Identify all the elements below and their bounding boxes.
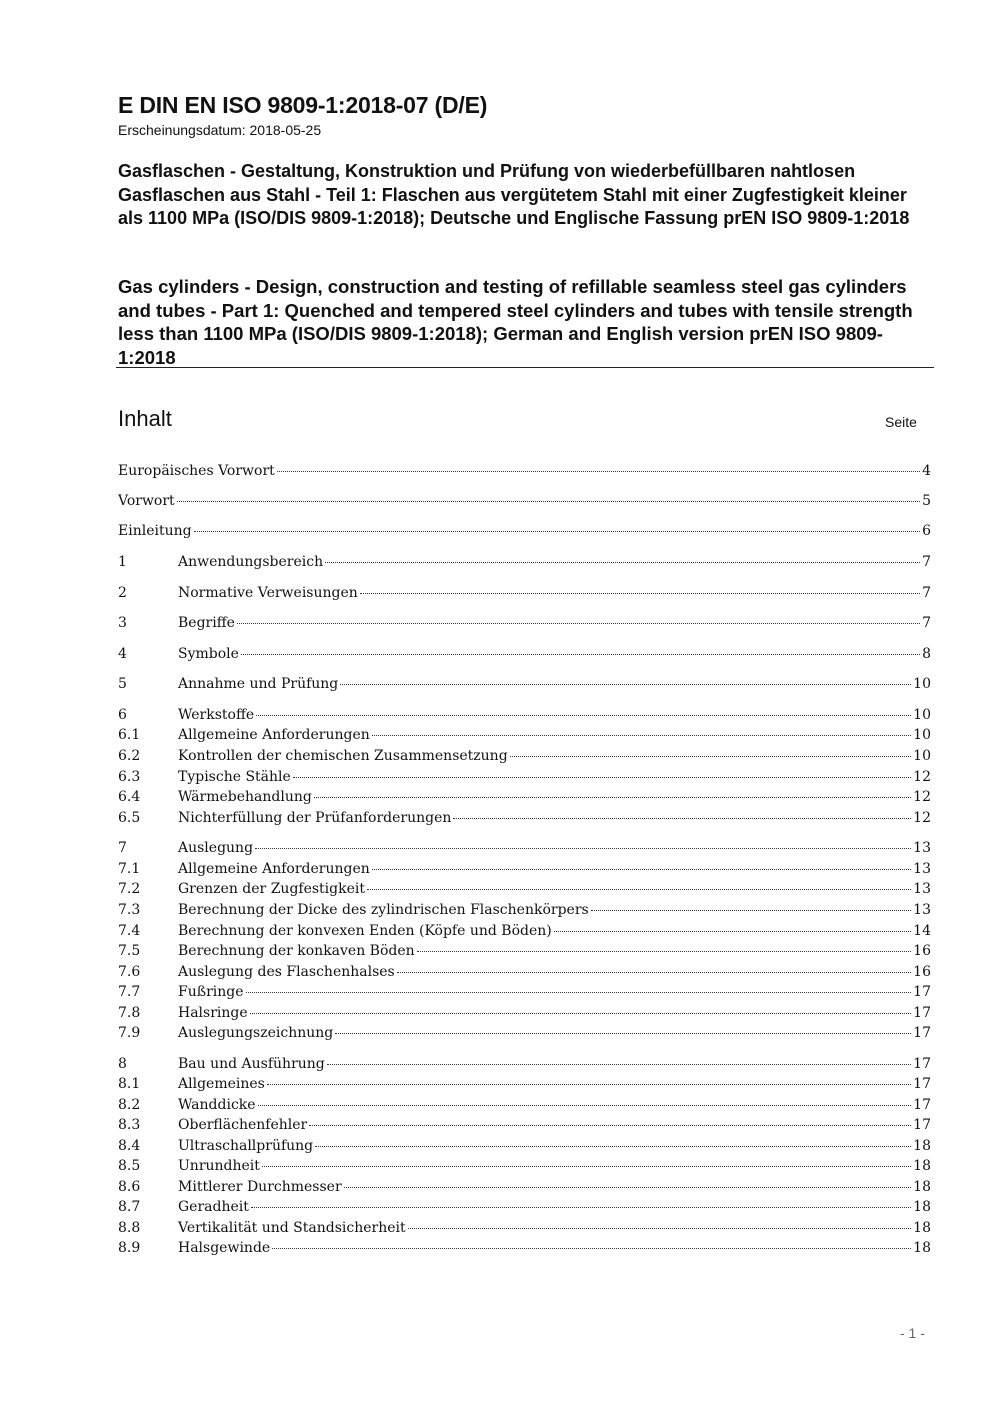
toc-entry-page: 5 [922,493,931,509]
toc-entry-label: Halsringe [178,1005,248,1021]
toc-entry-number: 4 [118,646,127,662]
toc-entry-number: 8.3 [118,1117,141,1133]
toc-entry-page: 4 [922,463,931,479]
toc-entry[interactable] [118,769,931,789]
toc-dot-leader [453,818,911,819]
toc-entry-label: Auslegung [178,840,254,856]
toc-dot-leader [256,715,911,716]
toc-entry-page: 17 [913,1117,931,1133]
toc-entry-label: Bau und Ausführung [178,1056,325,1072]
toc-entry-number: 2 [118,585,127,601]
toc-entry-number: 6 [118,707,127,723]
toc-entry-page: 18 [913,1158,931,1174]
toc-entry-label: Grenzen der Zugfestigkeit [178,881,365,897]
toc-entry-label: Berechnung der konkaven Böden [178,943,415,959]
toc-entry-label: Kontrollen der chemischen Zusammensetzung [178,748,508,764]
toc-entry-page: 16 [913,943,931,959]
toc-entry-number: 7.4 [118,923,141,939]
toc-entry-label: Allgemeines [178,1076,265,1092]
toc-entry-label: Typische Stähle [178,769,291,785]
toc-entry-label: Normative Verweisungen [178,585,358,601]
toc-dot-leader [267,1084,911,1085]
toc-entry[interactable] [118,1220,931,1240]
toc-entry[interactable] [118,881,931,901]
toc-entry-number: 7.7 [118,984,141,1000]
toc-dot-leader [372,735,911,736]
toc-dot-leader [327,1064,911,1065]
toc-entry-number: 7.3 [118,902,141,918]
toc-entry[interactable] [118,523,931,543]
toc-entry-number: 7.8 [118,1005,141,1021]
toc-entry-label: Allgemeine Anforderungen [178,861,370,877]
toc-dot-leader [315,1146,911,1147]
toc-entry-label: Vertikalität und Standsicherheit [178,1220,406,1236]
toc-entry-label: Berechnung der konvexen Enden (Köpfe und Böden) [178,923,552,939]
toc-entry[interactable] [118,493,931,513]
toc-entry[interactable] [118,1097,931,1117]
toc-entry-label: Geradheit [178,1199,249,1215]
toc-entry-number: 6.1 [118,727,141,743]
toc-dot-leader [397,972,911,973]
toc-dot-leader [309,1125,911,1126]
toc-entry[interactable] [118,1240,931,1260]
toc-dot-leader [262,1166,911,1167]
toc-entry-number: 6.3 [118,769,141,785]
toc-entry-label: Symbole [178,646,239,662]
toc-entry[interactable] [118,1025,931,1045]
toc-entry[interactable] [118,984,931,1004]
toc-entry-number: 7.1 [118,861,141,877]
toc-entry-page: 10 [913,727,931,743]
publication-date: Erscheinungsdatum: 2018-05-25 [118,122,322,138]
toc-entry-label: Fußringe [178,984,244,1000]
toc-dot-leader [194,531,921,532]
toc-dot-leader [417,951,912,952]
toc-entry[interactable] [118,554,931,574]
toc-entry[interactable] [118,1158,931,1178]
toc-entry-number: 7.6 [118,964,141,980]
toc-entry-page: 10 [913,748,931,764]
toc-entry-number: 6.5 [118,810,141,826]
toc-entry-number: 1 [118,554,127,570]
toc-entry-page: 17 [913,1005,931,1021]
toc-entry-number: 6.4 [118,789,141,805]
toc-entry-number: 8.6 [118,1179,141,1195]
toc-entry-page: 10 [913,707,931,723]
toc-entry-number: 8 [118,1056,127,1072]
toc-entry[interactable] [118,615,931,635]
toc-entry[interactable] [118,463,931,483]
toc-entry[interactable] [118,585,931,605]
toc-entry-number: 8.5 [118,1158,141,1174]
toc-dot-leader [177,501,920,502]
toc-dot-leader [325,562,920,563]
toc-entry-number: 8.1 [118,1076,141,1092]
toc-entry-number: 7 [118,840,127,856]
document-id: E DIN EN ISO 9809-1:2018-07 (D/E) [118,92,488,118]
toc-dot-leader [360,593,920,594]
toc-entry-label: Begriffe [178,615,235,631]
toc-entry-page: 17 [913,1056,931,1072]
toc-entry-page: 12 [913,810,931,826]
toc-dot-leader [272,1248,911,1249]
toc-entry[interactable] [118,1117,931,1137]
toc-entry[interactable] [118,789,931,809]
toc-entry[interactable] [118,676,931,696]
toc-entry[interactable] [118,964,931,984]
toc-entry-label: Allgemeine Anforderungen [178,727,370,743]
title-german: Gasflaschen - Gestaltung, Konstruktion und Prüfung von wiederbefüllbaren nahtlosen Gasflaschen aus Stahl - Teil 1: Flaschen aus vergütetem Stahl mit einer Zugfestigkeit kleiner als 1100 MPa (ISO/DIS 9809-1:2018); Deutsche und Englische Fassung prEN ISO 9809-1:2018 [118,161,910,228]
toc-entry[interactable] [118,646,931,666]
toc-dot-leader [591,910,911,911]
toc-entry[interactable] [118,707,931,727]
toc-entry-label: Einleitung [118,523,192,539]
toc-entry-label: Anwendungsbereich [178,554,324,570]
toc-entry[interactable] [118,1076,931,1096]
toc-entry[interactable] [118,1138,931,1158]
toc-entry-label: Berechnung der Dicke des zylindrischen Flaschenkörpers [178,902,589,918]
toc-entry-page: 6 [922,523,931,539]
header-divider [116,367,934,368]
toc-entry[interactable] [118,902,931,922]
toc-entry-label: Mittlerer Durchmesser [178,1179,342,1195]
toc-dot-leader [372,869,911,870]
toc-dot-leader [344,1187,912,1188]
toc-entry-number: 3 [118,615,127,631]
toc-entry-page: 18 [913,1220,931,1236]
toc-entry[interactable] [118,861,931,881]
toc-entry-page: 16 [913,964,931,980]
toc-dot-leader [314,797,911,798]
toc-entry[interactable] [118,1179,931,1199]
toc-entry-page: 13 [913,840,931,856]
toc-entry-page: 12 [913,789,931,805]
toc-entry-page: 7 [922,585,931,601]
toc-entry-label: Auslegung des Flaschenhalses [178,964,395,980]
toc-entry-page: 13 [913,881,931,897]
toc-entry[interactable] [118,1005,931,1025]
toc-dot-leader [246,992,912,993]
toc-dot-leader [408,1228,912,1229]
page-number: - 1 - [900,1325,925,1341]
toc-entry-page: 12 [913,769,931,785]
toc-entry-label: Auslegungszeichnung [178,1025,334,1041]
toc-dot-leader [258,1105,912,1106]
toc-entry-page: 14 [913,923,931,939]
toc-entry-number: 6.2 [118,748,141,764]
toc-entry-label: Wanddicke [178,1097,256,1113]
toc-entry-label: Oberflächenfehler [178,1117,308,1133]
toc-entry-number: 8.2 [118,1097,141,1113]
toc-entry-number: 8.7 [118,1199,141,1215]
toc-entry-page: 17 [913,1025,931,1041]
toc-dot-leader [554,931,911,932]
toc-heading: Inhalt [118,406,172,431]
toc-entry-page: 18 [913,1179,931,1195]
toc-entry-page: 18 [913,1138,931,1154]
toc-entry-label: Wärmebehandlung [178,789,312,805]
toc-entry[interactable] [118,943,931,963]
toc-dot-leader [237,623,920,624]
toc-entry-page: 17 [913,984,931,1000]
toc-entry[interactable] [118,810,931,830]
toc-page-column-label: Seite [885,414,917,430]
toc-entry-label: Vorwort [118,493,175,509]
toc-dot-leader [241,654,920,655]
toc-entry[interactable] [118,727,931,747]
toc-entry-page: 13 [913,902,931,918]
toc-dot-leader [340,684,911,685]
toc-entry-number: 7.2 [118,881,141,897]
toc-entry-page: 17 [913,1076,931,1092]
toc-dot-leader [293,777,911,778]
toc-entry-page: 17 [913,1097,931,1113]
toc-entry-page: 18 [913,1240,931,1256]
toc-entry-label: Annahme und Prüfung [178,676,339,692]
toc-dot-leader [251,1207,911,1208]
toc-entry-label: Ultraschallprüfung [178,1138,314,1154]
toc-entry-page: 10 [913,676,931,692]
toc-entry-page: 7 [922,554,931,570]
toc-entry[interactable] [118,748,931,768]
toc-entry[interactable] [118,1056,931,1076]
title-english: Gas cylinders - Design, construction and testing of refillable seamless steel gas cylinders and tubes - Part 1: Quenched and tempered steel cylinders and tubes with tensile strength less than 1100 MPa (ISO/DIS 9809-1:2018); German and English version prEN ISO 9809-1:2018 [118,276,913,368]
toc-entry-page: 13 [913,861,931,877]
toc-entry-label: Europäisches Vorwort [118,463,275,479]
toc-dot-leader [277,471,920,472]
toc-entry-number: 8.8 [118,1220,141,1236]
toc-entry[interactable] [118,840,931,860]
toc-dot-leader [255,848,911,849]
toc-entry-number: 8.9 [118,1240,141,1256]
toc-entry-label: Unrundheit [178,1158,260,1174]
toc-entry[interactable] [118,1199,931,1219]
toc-dot-leader [510,756,912,757]
toc-entry[interactable] [118,923,931,943]
toc-entry-number: 8.4 [118,1138,141,1154]
toc-dot-leader [367,889,911,890]
toc-entry-label: Nichterfüllung der Prüfanforderungen [178,810,452,826]
toc-entry-number: 7.5 [118,943,141,959]
toc-entry-page: 18 [913,1199,931,1215]
toc-entry-label: Halsgewinde [178,1240,271,1256]
toc-dot-leader [250,1013,912,1014]
toc-entry-label: Werkstoffe [178,707,255,723]
toc-entry-page: 7 [922,615,931,631]
toc-entry-number: 5 [118,676,127,692]
toc-dot-leader [335,1033,911,1034]
toc-entry-page: 8 [922,646,931,662]
toc-entry-number: 7.9 [118,1025,141,1041]
